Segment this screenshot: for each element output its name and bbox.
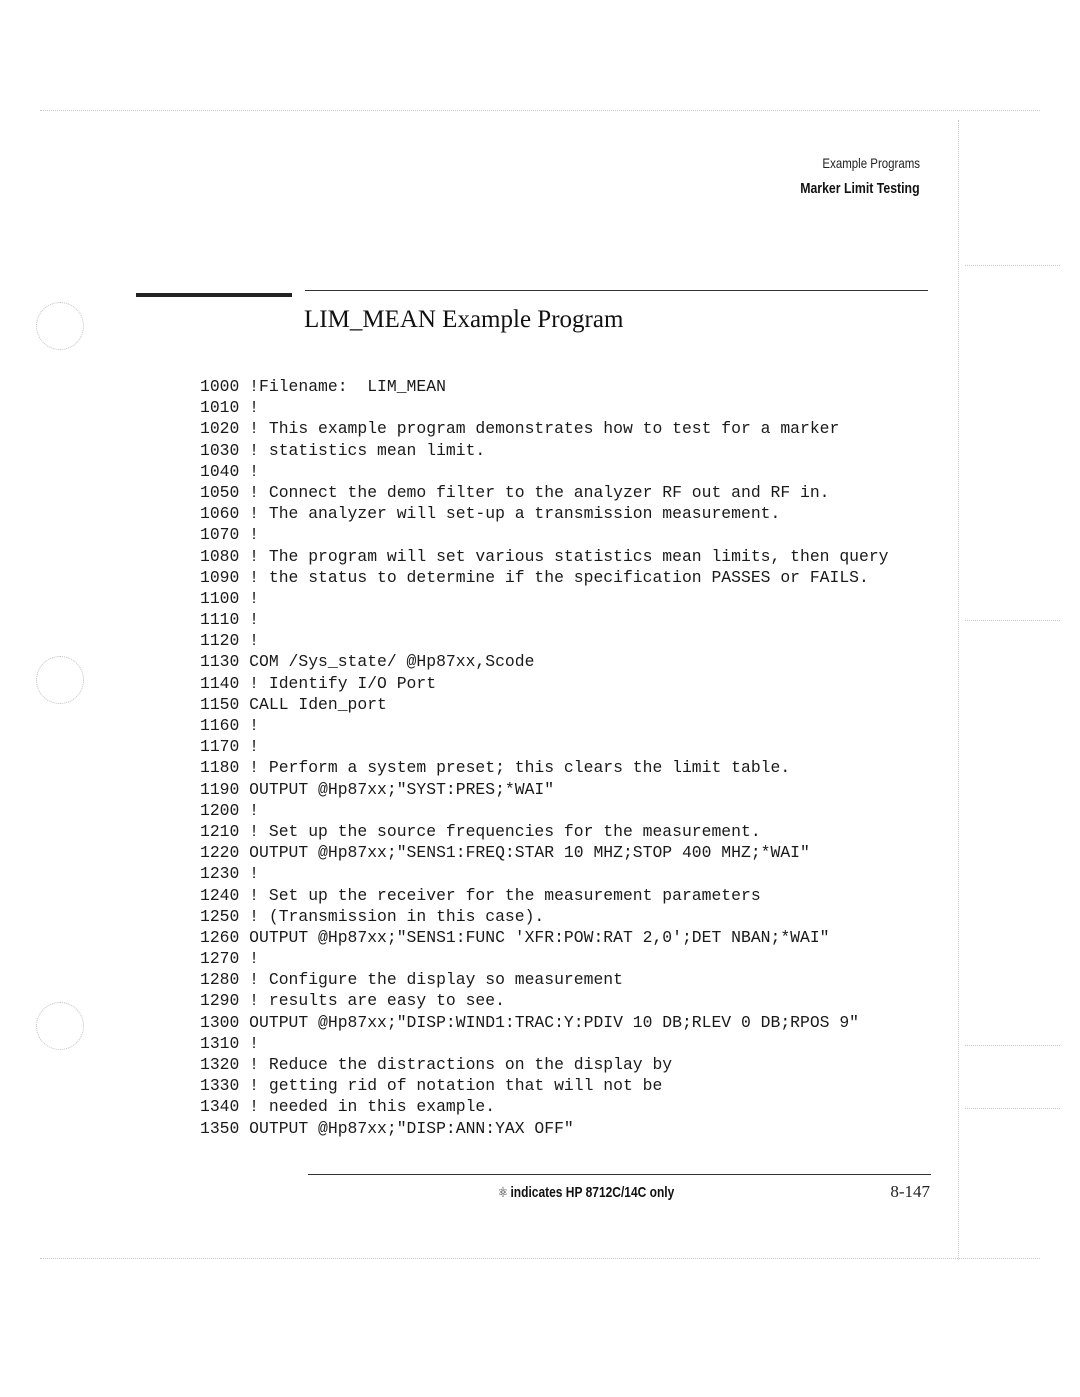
code-line: 1150 CALL Iden_port (200, 694, 387, 714)
code-listing (200, 376, 889, 1139)
code-line: 1230 ! (200, 864, 260, 884)
code-line: 1070 ! (200, 525, 260, 545)
title-rule-thick (136, 293, 292, 297)
footer-note (498, 1184, 674, 1201)
code-line: 1110 ! (200, 610, 260, 630)
code-line: 1010 ! (200, 398, 260, 418)
running-header-subsection: Marker Limit Testing (800, 180, 920, 197)
code-line: 1120 ! (200, 631, 260, 651)
code-line: 1140 ! Identify I/O Port (200, 673, 437, 693)
page-number: 8-147 (890, 1182, 930, 1201)
scan-edge-top (40, 110, 1040, 111)
code-line: 1310 ! (200, 1033, 260, 1053)
code-line: 1300 OUTPUT @Hp87xx;"DISP:WIND1:TRAC:Y:PDIV 10 DB;RLEV 0 DB;RPOS 9" (200, 1012, 860, 1032)
binder-hole-top (36, 302, 84, 350)
code-line: 1320 ! Reduce the distractions on the display by (200, 1055, 673, 1074)
code-line: 1090 ! the status to determine if the specification PASSES or FAILS. (200, 567, 869, 587)
binder-hole-bottom (36, 1002, 84, 1050)
code-line: 1160 ! (200, 716, 260, 735)
code-line: 1290 ! results are easy to see. (200, 991, 505, 1011)
scan-mark (965, 1108, 1060, 1109)
code-line: 1200 ! (200, 800, 260, 820)
code-line: 1240 ! Set up the receiver for the measurement parameters (200, 885, 761, 905)
code-line: 1340 ! needed in this example. (200, 1097, 496, 1117)
code-line: 1220 OUTPUT @Hp87xx;"SENS1:FREQ:STAR 10 MHZ;STOP 400 MHZ;*WAI" (200, 843, 810, 863)
hp-logo-icon: ⚛ (498, 1185, 509, 1201)
code-line: 1350 OUTPUT @Hp87xx;"DISP:ANN:YAX OFF" (200, 1118, 574, 1138)
code-line: 1020 ! This example program demonstrates how to test for a marker (200, 419, 840, 439)
code-line: 1250 ! (Transmission in this case). (200, 906, 545, 926)
code-line: 1190 OUTPUT @Hp87xx;"SYST:PRES;*WAI" (200, 779, 555, 799)
scan-mark (965, 620, 1060, 621)
code-line: 1130 COM /Sys_state/ @Hp87xx,Scode (200, 652, 535, 672)
code-line: 1270 ! (200, 949, 260, 969)
binder-hole-middle (36, 656, 84, 704)
code-line: 1330 ! getting rid of notation that will not be (200, 1076, 663, 1096)
scan-edge-right (958, 120, 959, 1260)
footer-note-text: indicates HP 8712C/14C only (510, 1184, 675, 1201)
code-line: 1100 ! (200, 588, 260, 608)
code-line: 1030 ! statistics mean limit. (200, 440, 486, 460)
running-header-section: Example Programs (822, 155, 920, 171)
code-line: 1050 ! Connect the demo filter to the analyzer RF out and RF in. (200, 482, 830, 502)
code-line: 1170 ! (200, 737, 260, 757)
code-line: 1040 ! (200, 461, 260, 481)
title-rule-thin (305, 290, 928, 291)
scan-mark (965, 265, 1060, 266)
code-line: 1060 ! The analyzer will set-up a transmission measurement. (200, 504, 781, 524)
code-line: 1000 !Filename: LIM_MEAN (200, 377, 446, 396)
page-title: LIM_MEAN Example Program (304, 306, 624, 333)
footer-rule (308, 1174, 931, 1175)
scan-mark (965, 1045, 1060, 1046)
scan-edge-bottom (40, 1258, 1040, 1259)
code-line: 1280 ! Configure the display so measurement (200, 970, 623, 990)
code-line: 1080 ! The program will set various statistics mean limits, then query (200, 546, 889, 566)
code-line: 1260 OUTPUT @Hp87xx;"SENS1:FUNC 'XFR:POW:RAT 2,0';DET NBAN;*WAI" (200, 927, 830, 947)
code-line: 1180 ! Perform a system preset; this clears the limit table. (200, 758, 791, 778)
code-line: 1210 ! Set up the source frequencies for the measurement. (200, 821, 761, 841)
